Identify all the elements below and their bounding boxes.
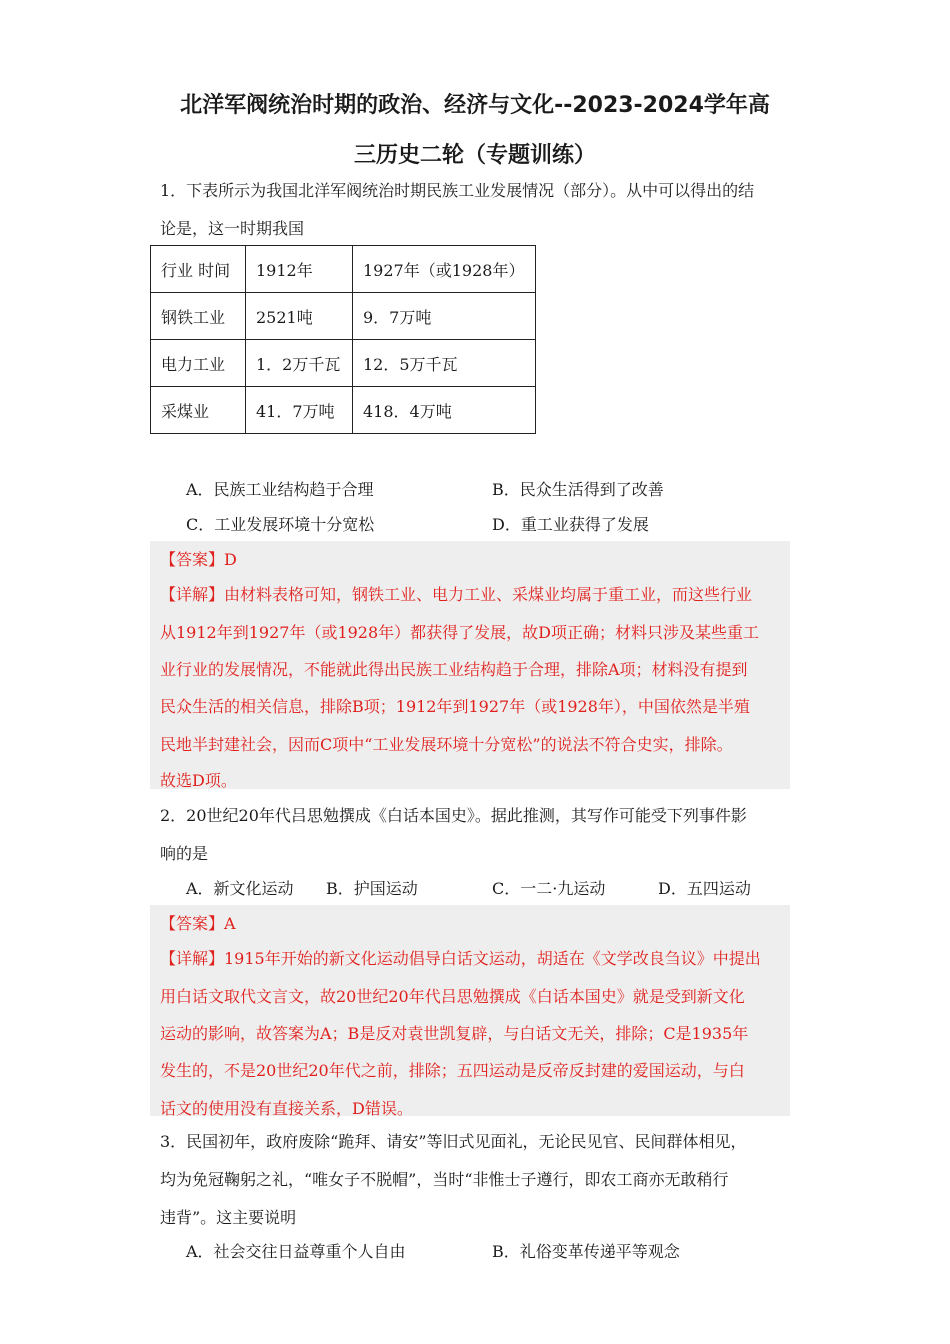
q1-explain-line: 故选D项。 xyxy=(160,771,237,790)
table-cell: 12．5万千瓦 xyxy=(353,340,536,387)
q2-option-b: B．护国运动 xyxy=(326,879,418,898)
q2-explain-line: 发生的，不是20世纪20年代之前，排除；五四运动是反帝反封建的爱国运动，与白 xyxy=(160,1061,745,1080)
table-cell: 9．7万吨 xyxy=(353,293,536,340)
q2-stem-line-1: 2．20世纪20年代吕思勉撰成《白话本国史》。据此推测，其写作可能受下列事件影 xyxy=(160,806,747,825)
q3-stem-line: 违背”。这主要说明 xyxy=(160,1208,297,1227)
table-cell: 2521吨 xyxy=(246,293,353,340)
q3-stem-line: 3．民国初年，政府废除“跪拜、请安”等旧式见面礼，无论民见官、民间群体相见， xyxy=(160,1132,747,1151)
q2-option-c: C．一二·九运动 xyxy=(492,879,606,898)
table-cell: 电力工业 xyxy=(151,340,246,387)
table-cell: 钢铁工业 xyxy=(151,293,246,340)
q3-option-a: A．社会交往日益尊重个人自由 xyxy=(186,1242,406,1261)
q1-explain-line: 民众生活的相关信息，排除B项；1912年到1927年（或1928年），中国依然是半殖 xyxy=(160,697,750,716)
table-cell: 1927年（或1928年） xyxy=(353,246,536,293)
table-cell: 1912年 xyxy=(246,246,353,293)
page-title-line-1: 北洋军阀统治时期的政治、经济与文化--2023-2024学年高 xyxy=(180,93,770,118)
table-cell: 41．7万吨 xyxy=(246,387,353,434)
q1-stem-line-2: 论是，这一时期我国 xyxy=(160,219,305,238)
q1-explain-line: 民地半封建社会，因而C项中“工业发展环境十分宽松”的说法不符合史实，排除。 xyxy=(160,735,733,754)
page-title-line-2: 三历史二轮（专题训练） xyxy=(353,143,596,168)
q2-option-d: D．五四运动 xyxy=(658,879,751,898)
q2-option-a: A．新文化运动 xyxy=(186,879,294,898)
q1-option-c: C．工业发展环境十分宽松 xyxy=(186,515,375,534)
q1-option-b: B．民众生活得到了改善 xyxy=(492,480,664,499)
q2-explain-line: 用白话文取代文言文，故20世纪20年代吕思勉撰成《白话本国史》就是受到新文化 xyxy=(160,987,745,1006)
q1-data-table xyxy=(150,245,536,434)
table-row xyxy=(151,387,536,434)
q1-option-a: A．民族工业结构趋于合理 xyxy=(186,480,374,499)
q1-explain-line: 业行业的发展情况，不能就此得出民族工业结构趋于合理，排除A项；材料没有提到 xyxy=(160,660,748,679)
q3-stem-line: 均为免冠鞠躬之礼，“唯女子不脱帽”，当时“非惟士子遵行，即农工商亦无敢稍行 xyxy=(160,1170,729,1189)
q2-explain-line: 运动的影响，故答案为A；B是反对袁世凯复辟，与白话文无关，排除；C是1935年 xyxy=(160,1024,749,1043)
table-cell: 行业 时间 xyxy=(151,246,246,293)
table-row xyxy=(151,293,536,340)
q2-answer-box xyxy=(150,905,790,1116)
table-cell: 418．4万吨 xyxy=(353,387,536,434)
table-cell: 采煤业 xyxy=(151,387,246,434)
q2-answer: 【答案】A xyxy=(160,914,236,933)
table-header-row xyxy=(151,246,536,293)
table-cell: 1．2万千瓦 xyxy=(246,340,353,387)
q1-option-d: D．重工业获得了发展 xyxy=(492,515,649,534)
q1-answer: 【答案】D xyxy=(160,550,237,569)
q1-explain-line: 【详解】由材料表格可知，钢铁工业、电力工业、采煤业均属于重工业，而这些行业 xyxy=(160,585,753,604)
q2-stem-line-2: 响的是 xyxy=(160,844,209,863)
q1-answer-box xyxy=(150,541,790,789)
q2-explain-line: 【详解】1915年开始的新文化运动倡导白话文运动，胡适在《文学改良刍议》中提出 xyxy=(160,949,761,968)
q3-option-b: B．礼俗变革传递平等观念 xyxy=(492,1242,680,1261)
q1-explain-line: 从1912年到1927年（或1928年）都获得了发展，故D项正确；材料只涉及某些重工 xyxy=(160,623,759,642)
q1-stem-line-1: 1．下表所示为我国北洋军阀统治时期民族工业发展情况（部分）。从中可以得出的结 xyxy=(160,181,755,200)
q2-explain-line: 话文的使用没有直接关系，D错误。 xyxy=(160,1099,413,1118)
table-row xyxy=(151,340,536,387)
